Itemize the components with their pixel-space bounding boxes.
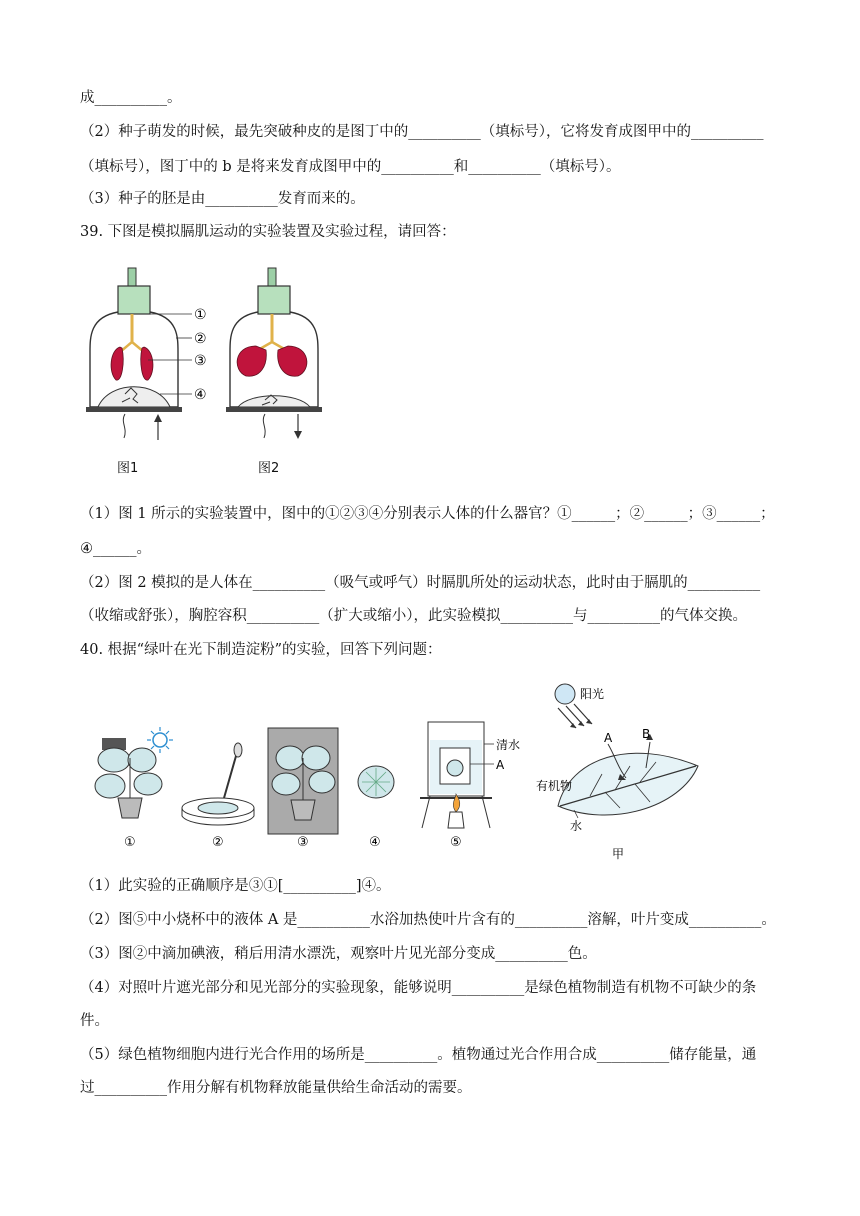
label-leaf-A: A [604, 731, 613, 745]
question-40-part3: （3）图②中滴加碘液，稍后用清水漂洗，观察叶片见光部分变成__________色。 [80, 946, 597, 962]
text-line-1: 成__________。 [80, 90, 182, 106]
marker-2: ② [194, 331, 207, 347]
marker-4: ④ [194, 387, 207, 403]
step-5-water-bath [420, 722, 494, 828]
step-label-4: ④ [369, 835, 381, 850]
label-liquid-A: A [496, 758, 505, 772]
jar-2 [226, 268, 322, 439]
question-40-part1: （1）此实验的正确顺序是③①[__________]④。 [80, 878, 391, 894]
step-3-plant-in-dark [268, 728, 338, 834]
jar-1 [86, 268, 182, 440]
question-39-part1-line2: ④______。 [80, 541, 151, 557]
label-organic-matter: 有机物 [536, 779, 573, 793]
figure-1-caption: 图1 [117, 461, 139, 476]
figure-2-caption: 图2 [258, 461, 280, 476]
marker-3: ③ [194, 353, 207, 369]
figure-39-diaphragm-model [80, 262, 340, 477]
figure-40-starch-experiment [90, 678, 710, 863]
step-2-iodine-drop [182, 743, 254, 825]
label-sunlight: 阳光 [580, 687, 605, 701]
step-4-leaf [358, 766, 394, 798]
label-water: 清水 [496, 738, 521, 752]
question-39-title: 39. 下图是模拟膈肌运动的实验装置及实验过程，请回答： [80, 224, 456, 240]
step-label-1: ① [124, 835, 136, 850]
question-40-part4-line2: 件。 [80, 1013, 109, 1029]
step-label-5: ⑤ [450, 835, 462, 850]
step-label-2: ② [212, 835, 224, 850]
text-line-4: （3）种子的胚是由__________发育而来的。 [80, 191, 365, 207]
marker-1: ① [194, 307, 207, 323]
step-1-plant-in-light [95, 727, 173, 818]
diagram-jia-leaf [555, 684, 698, 818]
question-39-part1-line1: （1）图 1 所示的实验装置中，图中的①②③④分别表示人体的什么器官？①______；②______；③______； [80, 506, 775, 522]
step-label-3: ③ [297, 835, 309, 850]
question-40-part2: （2）图⑤中小烧杯中的液体 A 是__________水浴加热使叶片含有的__________溶解，叶片变成__________。 [80, 912, 776, 928]
question-40-part5-line1: （5）绿色植物细胞内进行光合作用的场所是__________。植物通过光合作用合成__________储存能量，通 [80, 1047, 757, 1063]
caption-jia: 甲 [612, 847, 625, 861]
text-line-2: （2）种子萌发的时候，最先突破种皮的是图丁中的__________（填标号），它将发育成图甲中的__________ [80, 124, 764, 140]
question-40-part5-line2: 过__________作用分解有机物释放能量供给生命活动的需要。 [80, 1080, 472, 1096]
label-leaf-B: B [642, 727, 651, 741]
label-water-leaf: 水 [570, 819, 583, 833]
question-40-title: 40. 根据“绿叶在光下制造淀粉”的实验，回答下列问题： [80, 642, 442, 658]
question-39-part2-line1: （2）图 2 模拟的是人体在__________（吸气或呼气）时膈肌所处的运动状态，此时由于膈肌的__________ [80, 575, 761, 591]
question-39-part2-line2: （收缩或舒张），胸腔容积__________（扩大或缩小），此实验模拟__________与__________的气体交换。 [80, 608, 747, 624]
text-line-3: （填标号），图丁中的 b 是将来发育成图甲中的__________和__________（填标号）。 [80, 159, 621, 175]
question-40-part4-line1: （4）对照叶片遮光部分和见光部分的实验现象，能够说明__________是绿色植物制造有机物不可缺少的条 [80, 980, 757, 996]
